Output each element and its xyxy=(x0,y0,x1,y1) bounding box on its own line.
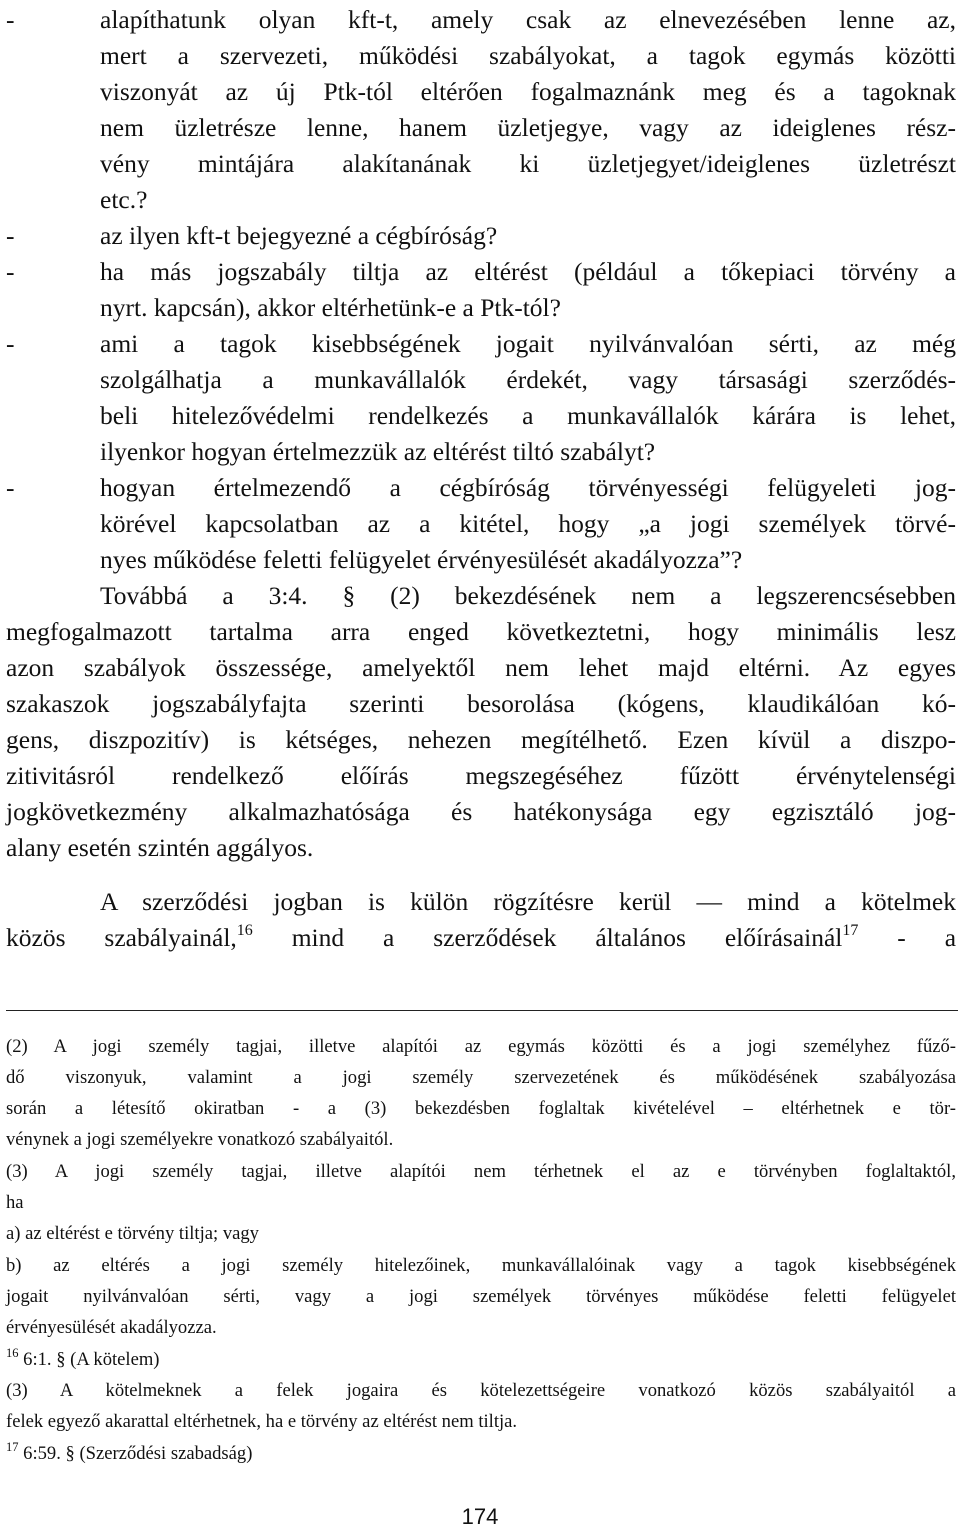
footnote-number: 17 xyxy=(6,1440,19,1454)
body-line: etc.? xyxy=(100,185,148,214)
footnote-line: jogait nyilvánvalóan sérti, vagy a jogi személyek törvényes működése feletti felügyelet xyxy=(6,1286,956,1307)
footnote-line: dő viszonyuk, valamint a jogi személy szervezetének és működésének szabályozása xyxy=(6,1067,956,1088)
body-line: körével kapcsolatban az a kitétel, hogy „a jogi személyek törvé- xyxy=(100,509,956,538)
footnote-line: (3) A kötelmeknek a felek jogaira és kötelezettségeire vonatkozó közös szabályaitól a xyxy=(6,1380,956,1401)
body-line: jogkövetkezmény alkalmazhatósága és hatékonysága egy egzisztáló jog- xyxy=(6,797,956,826)
footnote-16 xyxy=(6,1345,956,1374)
footnote-line: érvényesülését akadályozza. xyxy=(6,1317,217,1338)
list-dash: - xyxy=(6,5,15,34)
body-line: az ilyen kft-t bejegyezné a cégbíróság? xyxy=(100,221,498,250)
page-number: 174 xyxy=(461,1504,499,1529)
body-line: alany esetén szintén aggályos. xyxy=(6,833,314,862)
body-line: szakaszok jogszabályfajta szerinti besorolása (kógens, klaudikálóan kó- xyxy=(6,689,956,718)
body-line: alapíthatunk olyan kft-t, amely csak az elnevezésében lenne az, xyxy=(100,5,956,34)
footnote-ref-17[interactable]: 17 xyxy=(842,922,859,939)
body-line: szolgálhatja a munkavállalók érdekét, vagy társasági szerződés- xyxy=(100,365,956,394)
body-line-with-footnote-refs xyxy=(6,920,956,956)
body-line: zitivitásról rendelkező előírás megszegéséhez fűzött érvénytelenségi xyxy=(6,761,956,790)
text-run: közös szabályainál, xyxy=(6,923,237,952)
footnote-line: a) az eltérést e törvény tiltja; vagy xyxy=(6,1223,259,1244)
list-dash: - xyxy=(6,257,15,286)
body-line: azon szabályok összessége, amelyektől nem lehet majd eltérni. Az egyes xyxy=(6,653,956,682)
body-line: nem üzletrésze lenne, hanem üzletjegye, vagy az ideiglenes rész- xyxy=(100,113,956,142)
body-line: megfogalmazott tartalma arra enged következtetni, hogy minimális lesz xyxy=(6,617,956,646)
footnote-line: felek egyező akarattal eltérhetnek, ha e törvény az eltérést nem tiltja. xyxy=(6,1411,518,1432)
body-line: vény mintájára alakítanának ki üzletjegyet/ideiglenes üzletrészt xyxy=(100,149,956,178)
footnote-ref-16[interactable]: 16 xyxy=(236,922,253,939)
body-line: nyrt. kapcsán), akkor eltérhetünk-e a Ptk-tól? xyxy=(100,293,561,322)
body-line: hogyan értelmezendő a cégbíróság törvényességi felügyeleti jog- xyxy=(100,473,956,502)
footnote-number: 16 xyxy=(6,1346,19,1360)
body-line: mert a szervezeti, működési szabályokat, a tagok egymás közötti xyxy=(100,41,956,70)
body-line: ami a tagok kisebbségének jogait nyilvánvalóan sérti, az még xyxy=(100,329,956,358)
paragraph-first-line: A szerződési jogban is külön rögzítésre kerül — mind a kötelmek xyxy=(100,887,956,916)
body-line: gens, diszpozitív) is kétséges, nehezen megítélhető. Ezen kívül a diszpo- xyxy=(6,725,956,754)
footnote-line: során a létesítő okiratban - a (3) bekezdésben foglaltak kivételével – eltérhetnek e tör- xyxy=(6,1098,956,1119)
text-run: mind a szerződések általános előírásainál xyxy=(291,923,843,952)
paragraph-first-line: Továbbá a 3:4. § (2) bekezdésének nem a legszerencsésebben xyxy=(100,581,956,610)
footnote-text: 6:59. § (Szerződési szabadság) xyxy=(23,1443,253,1464)
footnote-line: b) az eltérés a jogi személy hitelezőinek, munkavállalóinak vagy a tagok kisebbségének xyxy=(6,1255,956,1276)
body-line: nyes működése feletti felügyelet érvényesülését akadályozza”? xyxy=(100,545,743,574)
body-line: ha más jogszabály tiltja az eltérést (például a tőkepiaci törvény a xyxy=(100,257,956,286)
footnote-line: (3) A jogi személy tagjai, illetve alapítói nem térhetnek el az e törvényben foglaltaktól, xyxy=(6,1161,956,1182)
list-dash: - xyxy=(6,329,15,358)
footnote-text: 6:1. § (A kötelem) xyxy=(23,1349,160,1370)
list-dash: - xyxy=(6,221,15,250)
body-line: ilyenkor hogyan értelmezzük az eltérést tiltó szabályt? xyxy=(100,437,656,466)
body-line: beli hitelezővédelmi rendelkezés a munkavállalók kárára is lehet, xyxy=(100,401,956,430)
footnote-line: vénynek a jogi személyekre vonatkozó szabályaitól. xyxy=(6,1129,394,1150)
list-dash: - xyxy=(6,473,15,502)
footnote-separator xyxy=(6,1010,958,1011)
footnote-line: (2) A jogi személy tagjai, illetve alapítói az egymás közötti és a jogi személyhez fűző- xyxy=(6,1036,956,1057)
footnote-17 xyxy=(6,1439,956,1468)
text-run: - a xyxy=(897,923,957,952)
body-line: viszonyát az új Ptk-tól eltérően fogalmaznánk meg és a tagoknak xyxy=(100,77,956,106)
footnote-line: ha xyxy=(6,1192,24,1213)
